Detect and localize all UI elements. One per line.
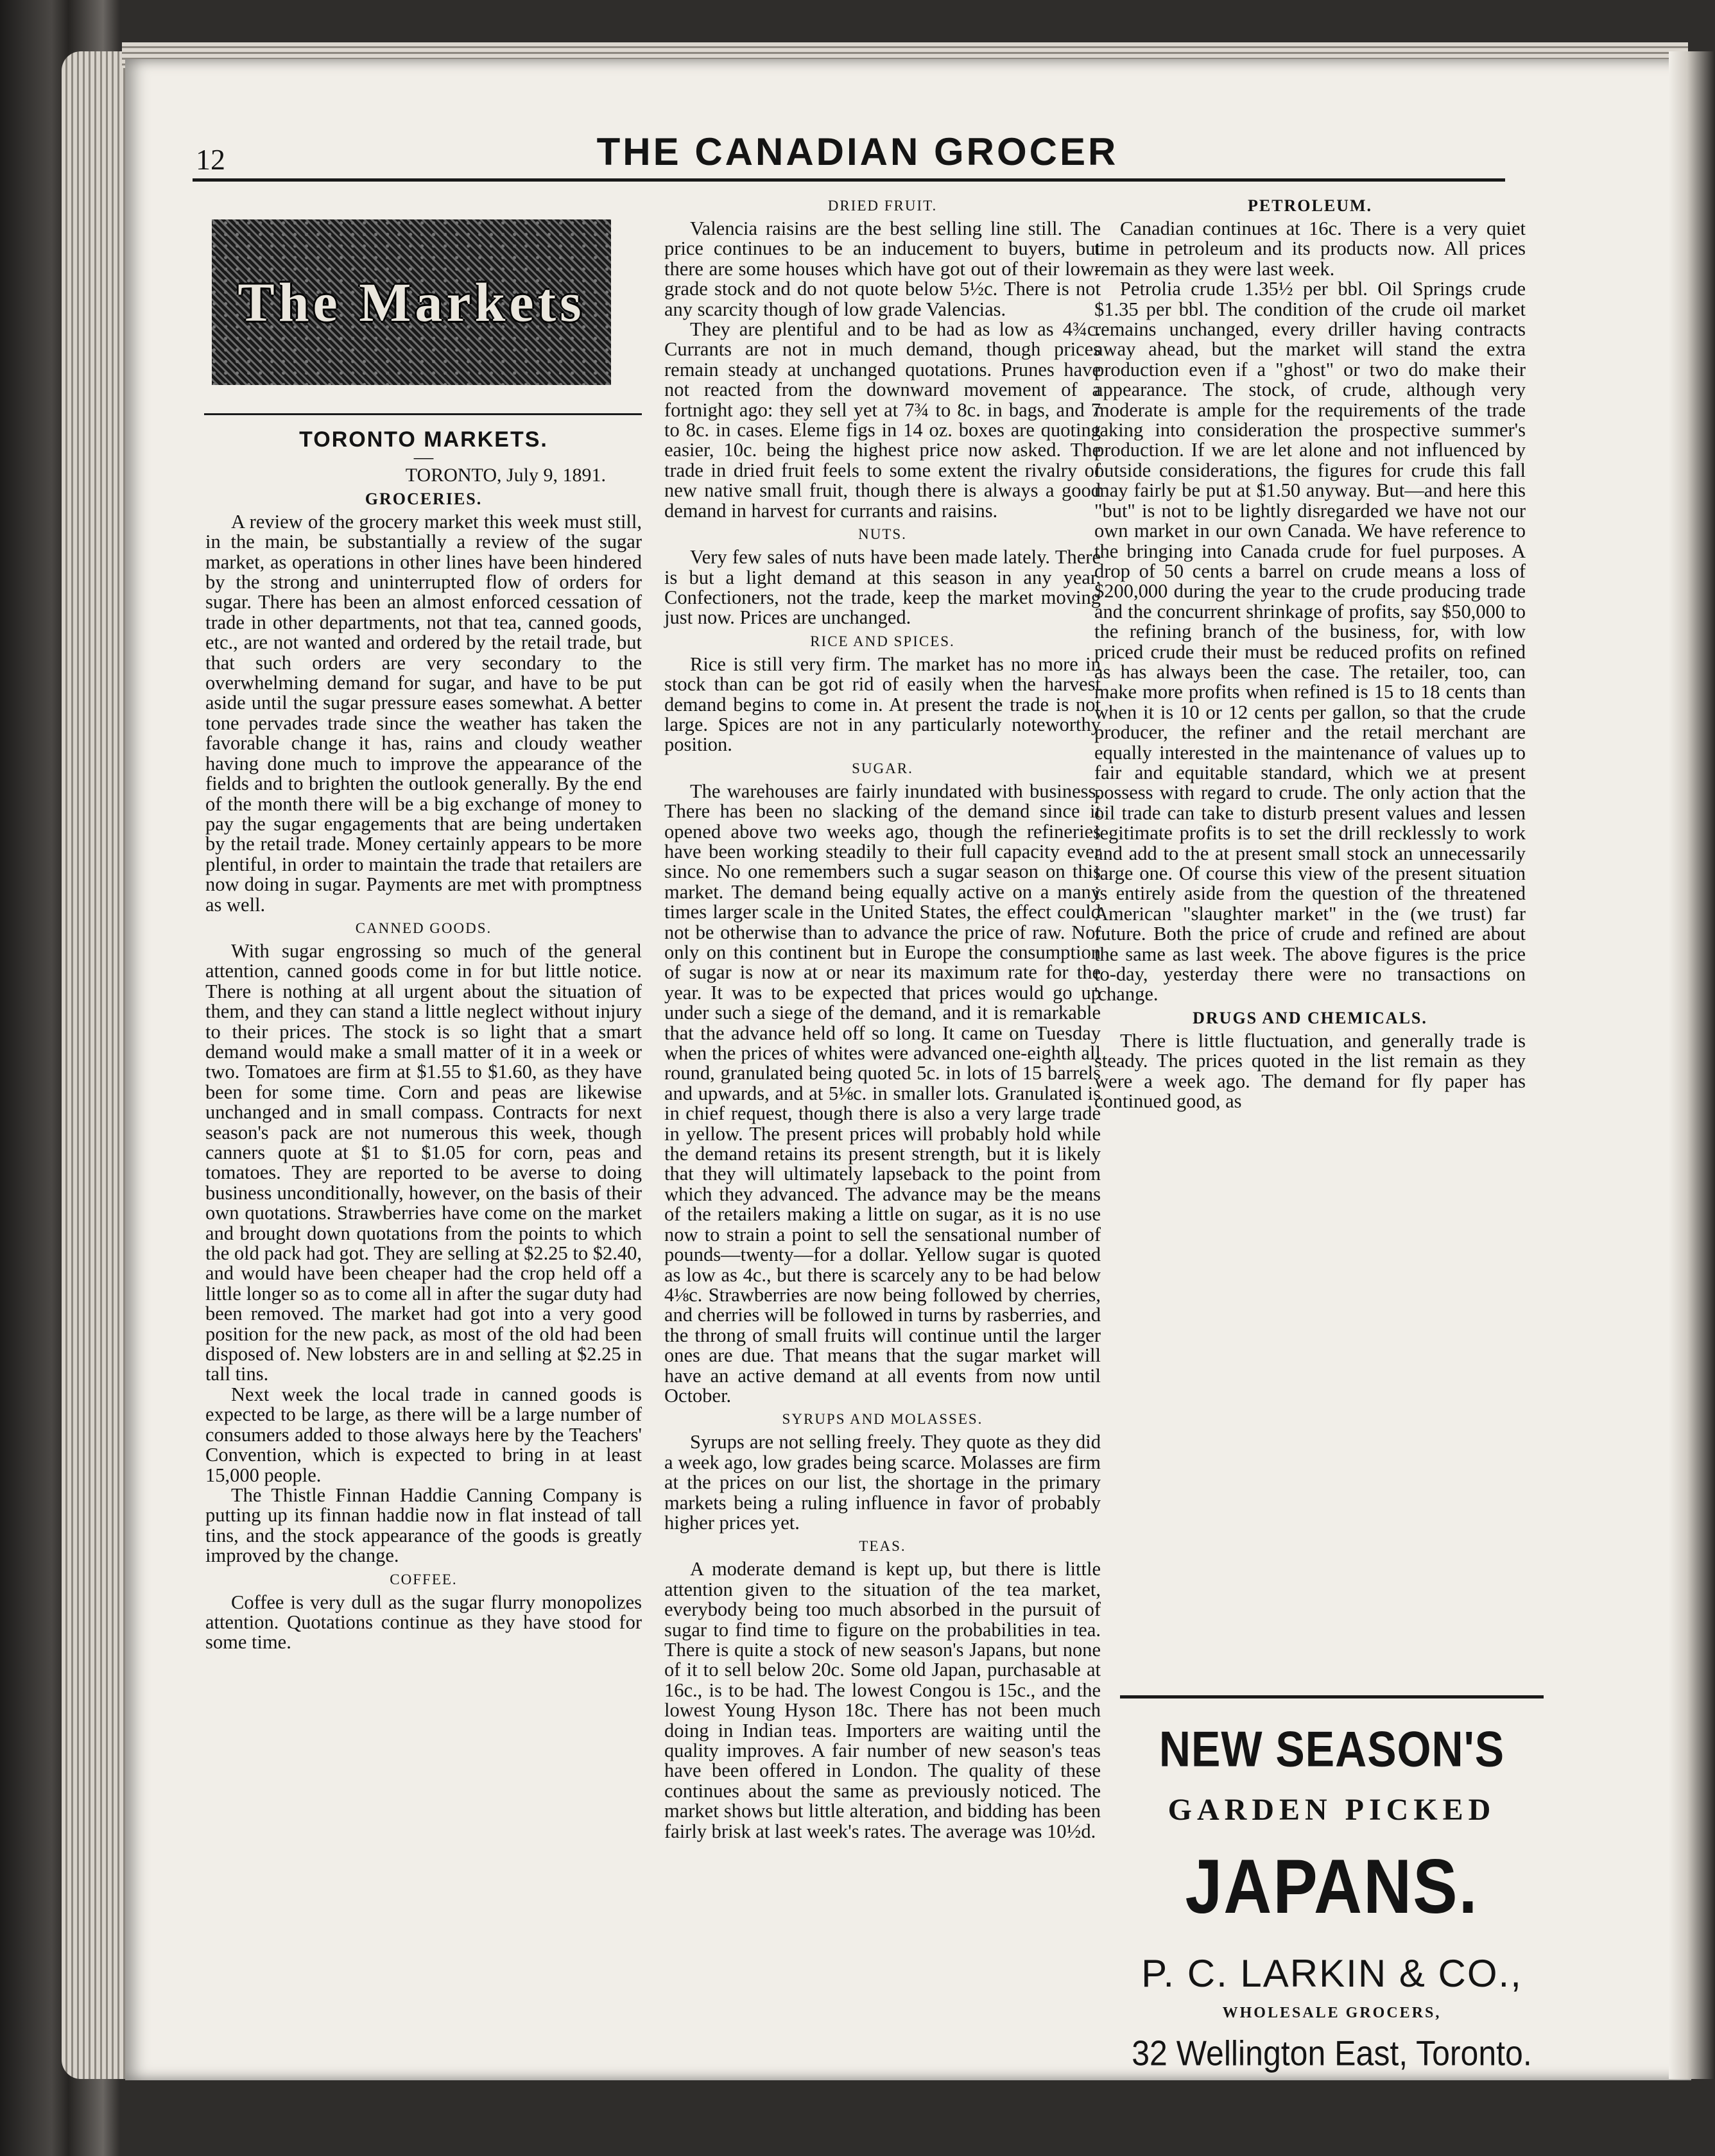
ad-descriptor: WHOLESALE GROCERS, [1222,2005,1442,2021]
heading-coffee: COFFEE. [390,1571,458,1587]
masthead: THE CANADIAN GROCER [596,130,1119,173]
ad-company: P. C. LARKIN & CO., [1141,1952,1522,1995]
groceries-paragraph: A review of the grocery market this week must still, in the main, be substantially a review of the sugar market, as operations in other lines have been hindered by the strong and uninterrupted flow of orders for sugar. There has been an almost enforced cessation of trade in other departments, not that tea, canned goods, etc., are not wanted and ordered by the retail trade, but that such orders are very secondary to the overwhelming demand for sugar, and have to be put aside until the sugar pressure eases somewhat. A better tone pervades trade since the weather has taken the favorable change it has, rains and cloudy weather having done much to improve the appearance of the fields and to brighten the outlook generally. By the end of the month there will be a big exchange of money to pay the sugar engagements that are being undertaken by the retail trade. Money certainly appears to be more plentiful, in order to maintain the trade that retailers are now doing in sugar. Payments are met with promptness as well. [205,510,642,916]
page-right-edge [1669,51,1715,2079]
masthead-rule [193,178,1505,182]
column-2 [664,193,1101,1842]
ad-address: 32 Wellington East, Toronto. [1132,2033,1532,2073]
petroleum-paragraph-1: Canadian continues at 16c. There is a very quiet time in petroleum and its products now. All prices remain as they were last week. [1094,218,1526,280]
canned-goods-paragraph-2: Next week the local trade in canned goods is expected to be large, as there will be a large number of consumers added to those always here by the Teachers' Convention, which is expected to bring in at least 15,000 people. [205,1383,642,1486]
page-number: 12 [196,143,225,176]
ad-rule [1120,1695,1544,1698]
sugar-paragraph: The warehouses are fairly inundated with business. There has been no slacking of the demand since it opened above two weeks ago, though the refineries have been working steadily to their full capacity ever since. No one remembers such a sugar season on this market. The demand being equally active on a many times larger scale in the United States, the effect could not be otherwise than to advance the price of raw. Not only on this continent but in Europe the consumption of sugar is now at or near its maximum rate for the year. It was to be expected that prices would go up under such a siege of the demand, and it is remarkable that the advance held off so long. It came on Tuesday when the prices of whites were advanced one-eighth all round, granulated being quoted 5c. in lots of 15 barrels and upwards, and at 5⅛c. in smaller lots. Granulated is in chief request, though there is also a very large trade in yellow. The present prices will probably hold while the demand retains its present strength, but it is likely that they will ultimately lapseback to the point from which they advanced. The advance may be the means of the retailers making a little on sugar, as it is no use now to strain a point to sell the sensational number of pounds—twenty—for a dollar. Yellow sugar is quoted as low as 4c., but there is scarcely any to be had below 4⅛c. Strawberries are now being followed by cherries, and cherries will be followed in turns by rasberries, and the throng of small fruits will continue until the larger ones are due. That means that the sugar market will have an active demand at all events from now until October. [664,780,1101,1407]
column-3 [1094,193,1526,1111]
article-title: TORONTO MARKETS. [299,427,548,452]
heading-nuts: NUTS. [858,526,907,543]
heading-teas: TEAS. [859,1538,906,1555]
heading-dried-fruit: DRIED FRUIT. [827,198,938,214]
canned-goods-paragraph-3: The Thistle Finnan Haddie Canning Company is putting up its finnan haddie now in flat instead of tall tins, and the stock appearance of the goods is greatly improved by the change. [205,1484,642,1567]
heading-sugar: SUGAR. [852,760,913,776]
dried-fruit-paragraph-1: Valencia raisins are the best selling line still. The price continues to be an inducement to buyers, but there are some houses which have got out of their low-grade stock and do not quote below 5½c. There is not any scarcity though of low grade Valencias. [664,218,1101,320]
heading-rice-spices: RICE AND SPICES. [810,633,955,649]
dateline: TORONTO, July 9, 1891. [405,465,606,486]
ad-headline: NEW SEASON'S [1159,1721,1505,1777]
heading-canned-goods: CANNED GOODS. [355,920,492,936]
title-dash: — [413,446,434,468]
page-stack-left [62,51,132,2079]
teas-paragraph: A moderate demand is kept up, but there is little attention given to the situation of the tea market, everybody being too much absorbed in the pursuit of sugar to find time to figure on the probabilities in tea. There is quite a stock of new season's Japans, but none of it to sell below 20c. Some old Japan, purchasable at 16c., is to be had. The lowest Congou is 15c., and the lowest Young Hyson 18c. There has not been much doing in Indian teas. Importers are waiting until the quality improves. A fair number of new season's teas have been offered in London. The quality of these continues about the same as previously noticed. The market shows but little alteration, and bidding has been fairly brisk at last week's rates. The average was 10½d. [664,1558,1101,1842]
nuts-paragraph: Very few sales of nuts have been made lately. There is but a light demand at this season in any year. Confectioners, not the trade, keep the market moving just now. Prices are unchanged. [664,546,1101,629]
coffee-paragraph: Coffee is very dull as the sugar flurry monopolizes attention. Quotations continue as they have stood for some time. [205,1591,642,1654]
syrups-paragraph: Syrups are not selling freely. They quote as they did a week ago, low grades being scarce. Molasses are firm at the prices on our list, the shortage in the primary markets being a ruling influence in favor of probably higher prices yet. [664,1431,1101,1534]
rice-spices-paragraph: Rice is still very firm. The market has no more in stock than can be got rid of easily when the harvest demand begins to come in. At present the trade is not large. Spices are not in any particularly noteworthy position. [664,653,1101,756]
heading-groceries: GROCERIES. [365,489,483,508]
heading-petroleum: PETROLEUM. [1247,196,1373,215]
canned-goods-paragraph-1: With sugar engrossing so much of the general attention, canned goods come in for but little notice. There is nothing at all urgent about the situation of them, and they can stand a little neglect without injury to their prices. The stock is so light that a smart demand would make a small matter of it in a week or two. Tomatoes are firm at $1.55 to $1.60, as they have been for some time. Corn and peas are likewise unchanged and in small compass. Contracts for next season's pack are not numerous this week, though canners quote at $1 to $1.05 for corn, peas and tomatoes. They are reported to be averse to doing business unconditionally, however, on the basis of their own quotations. Strawberries have come on the market and brought down quotations from the points to which the old pack had got. They are selling at $2.25 to $2.40, and would have been cheaper had the crop held off a little longer so as to come all in after the sugar duty had been removed. The market had got into a very good position for the new pack, as most of the old had been disposed of. New lobsters are in and selling at $2.25 in tall tins. [205,939,642,1385]
petroleum-paragraph-2: Petrolia crude 1.35½ per bbl. Oil Springs crude $1.35 per bbl. The condition of the crude oil market remains unchanged, every driller having contracts away ahead, but the market will stand the extra production even if a "ghost" or two do make their appearance. The stock, of crude, although very moderate is ample for the requirements of the trade taking into consideration the prospective summer's production. If we are let alone and not influenced by outside considerations, the figures for crude this fall may fairly be put at $1.50 anyway. But—and here this "but" is not to be lightly disregarded we have not our own market in our own Canada. We have reference to the bringing into Canada crude for fuel purposes. A drop of 50 cents a barrel on crude means a loss of $200,000 during the year to the crude producing trade and the concurrent shrinkage of profits, say $50,000 to the refining branch of the business, for, with low priced crude their must be reduced profits on refined as has always been the case. The retailer, too, can make more profits when refined is 15 to 18 cents than when it is 10 or 12 cents per gallon, so that the crude producer, the refiner and the retail merchant are equally interested in the maintenance of values up to fair and equitable standard, which we at present possess with regard to crude. The only action that the oil trade can take to disturb present values and lessen legitimate profits is to set the drill recklessly to work and add to the at present small stock an unnecessarily large one. Of course this view of the present situation is entirely aside from the question of the threatened American "slaughter market" in the (we trust) far future. Both the price of crude and refined are about the same as last week. The above figures is the price to-day, yesterday there were no transactions on 'change. [1094,278,1526,1005]
heading-drugs: DRUGS AND CHEMICALS. [1193,1008,1427,1027]
banner-text: The Markets [237,271,585,333]
drugs-paragraph: There is little fluctuation, and generally trade is steady. The prices quoted in the list remain as they were a week ago. The demand for fly paper has continued good, as [1094,1029,1526,1113]
larkin-advertisement [1120,1695,1544,2073]
ad-product: JAPANS. [1185,1844,1479,1930]
dried-fruit-paragraph-2: They are plentiful and to be had as low as 4¾c. Currants are not in much demand, though prices remain steady at unchanged quotations. Prunes have not reacted from the downward movement of a fortnight ago: they sell yet at 7¾ to 8c. in bags, and 7 to 8c. in cases. Eleme figs in 14 oz. boxes are quoting easier, 10c. being the highest price now asked. The trade in dried fruit feels to some extent the rivalry of new native small fruit, though there is always a good demand in harvest for currants and raisins. [664,318,1101,522]
column-1 [205,193,642,1653]
ad-subheadline: GARDEN PICKED [1168,1793,1496,1827]
heading-syrups: SYRUPS AND MOLASSES. [782,1411,983,1428]
